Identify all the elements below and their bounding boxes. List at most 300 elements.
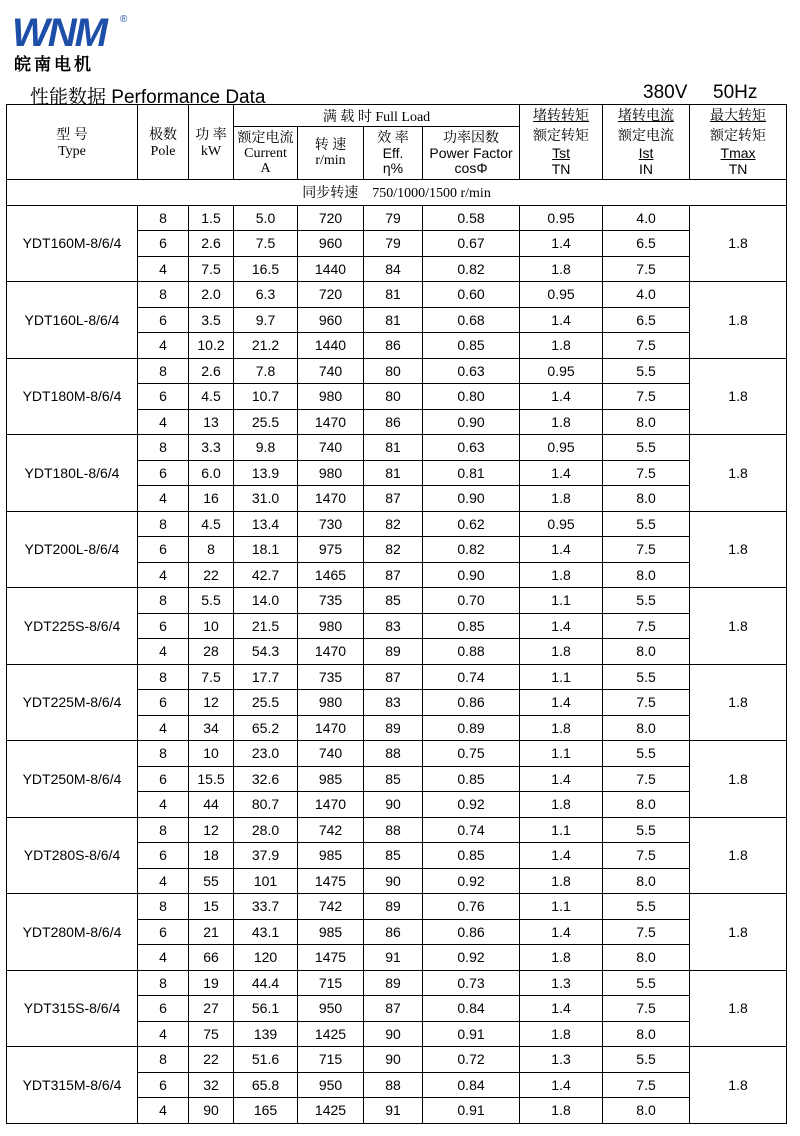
power-cell: 5.5 <box>189 588 234 614</box>
full-load-header: 满 载 时 Full Load <box>234 105 520 127</box>
speed-cell: 1440 <box>298 333 364 359</box>
model-type-cell: YDT250M-8/6/4 <box>7 741 138 818</box>
current-cell: 56.1 <box>234 996 298 1022</box>
current-cell: 16.5 <box>234 256 298 282</box>
power-cell: 75 <box>189 1021 234 1047</box>
power-cell: 10 <box>189 741 234 767</box>
model-type-cell: YDT280M-8/6/4 <box>7 894 138 971</box>
efficiency-cell: 80 <box>364 384 423 410</box>
speed-cell: 1470 <box>298 409 364 435</box>
table-row <box>7 741 787 767</box>
max-torque-cell: 1.8 <box>690 511 787 588</box>
power-cell: 15 <box>189 894 234 920</box>
locked-current-cell: 8.0 <box>603 715 690 741</box>
efficiency-cell: 89 <box>364 639 423 665</box>
speed-cell: 960 <box>298 307 364 333</box>
speed-cell: 980 <box>298 384 364 410</box>
locked-torque-cell: 1.8 <box>520 256 603 282</box>
locked-torque-cell: 1.4 <box>520 1072 603 1098</box>
locked-torque-cell: 1.4 <box>520 537 603 563</box>
locked-current-cell: 8.0 <box>603 486 690 512</box>
power-factor-cell: 0.90 <box>423 486 520 512</box>
locked-torque-cell: 1.8 <box>520 792 603 818</box>
speed-cell: 742 <box>298 894 364 920</box>
pole-cell: 6 <box>138 231 189 257</box>
power-cell: 28 <box>189 639 234 665</box>
locked-torque-cell: 1.1 <box>520 741 603 767</box>
speed-cell: 1475 <box>298 868 364 894</box>
power-factor-cell: 0.85 <box>423 613 520 639</box>
speed-cell: 720 <box>298 282 364 308</box>
locked-torque-cell: 1.1 <box>520 664 603 690</box>
power-factor-cell: 0.86 <box>423 690 520 716</box>
current-cell: 54.3 <box>234 639 298 665</box>
pole-cell: 4 <box>138 1021 189 1047</box>
pole-cell: 6 <box>138 1072 189 1098</box>
locked-current-cell: 5.5 <box>603 664 690 690</box>
pole-cell: 4 <box>138 639 189 665</box>
locked-current-cell: 5.5 <box>603 1047 690 1073</box>
speed-cell: 985 <box>298 919 364 945</box>
efficiency-cell: 83 <box>364 690 423 716</box>
power-factor-cell: 0.84 <box>423 996 520 1022</box>
speed-cell: 730 <box>298 511 364 537</box>
current-cell: 37.9 <box>234 843 298 869</box>
power-factor-cell: 0.90 <box>423 409 520 435</box>
pole-cell: 6 <box>138 919 189 945</box>
col-locked-torque: 堵转转矩 额定转矩 Tst TN <box>520 105 603 180</box>
power-factor-cell: 0.85 <box>423 843 520 869</box>
locked-torque-cell: 0.95 <box>520 358 603 384</box>
power-cell: 10 <box>189 613 234 639</box>
locked-current-cell: 5.5 <box>603 435 690 461</box>
efficiency-cell: 89 <box>364 715 423 741</box>
current-cell: 44.4 <box>234 970 298 996</box>
power-factor-cell: 0.92 <box>423 868 520 894</box>
power-factor-cell: 0.81 <box>423 460 520 486</box>
current-cell: 13.9 <box>234 460 298 486</box>
power-factor-cell: 0.60 <box>423 282 520 308</box>
pole-cell: 4 <box>138 486 189 512</box>
power-factor-cell: 0.74 <box>423 817 520 843</box>
locked-current-cell: 7.5 <box>603 256 690 282</box>
locked-torque-cell: 1.1 <box>520 588 603 614</box>
power-factor-cell: 0.72 <box>423 1047 520 1073</box>
current-cell: 65.8 <box>234 1072 298 1098</box>
col-locked-current: 堵转电流 额定电流 Ist IN <box>603 105 690 180</box>
power-cell: 3.3 <box>189 435 234 461</box>
locked-current-cell: 7.5 <box>603 690 690 716</box>
table-row <box>7 511 787 537</box>
locked-torque-cell: 1.8 <box>520 1098 603 1124</box>
power-factor-cell: 0.75 <box>423 741 520 767</box>
power-factor-cell: 0.73 <box>423 970 520 996</box>
efficiency-cell: 90 <box>364 792 423 818</box>
locked-torque-cell: 1.4 <box>520 384 603 410</box>
efficiency-cell: 83 <box>364 613 423 639</box>
speed-cell: 1440 <box>298 256 364 282</box>
max-torque-cell: 1.8 <box>690 588 787 665</box>
current-cell: 9.8 <box>234 435 298 461</box>
efficiency-cell: 84 <box>364 256 423 282</box>
power-factor-cell: 0.80 <box>423 384 520 410</box>
current-cell: 5.0 <box>234 205 298 231</box>
locked-current-cell: 7.5 <box>603 537 690 563</box>
current-cell: 31.0 <box>234 486 298 512</box>
power-cell: 1.5 <box>189 205 234 231</box>
efficiency-cell: 79 <box>364 205 423 231</box>
locked-current-cell: 7.5 <box>603 996 690 1022</box>
efficiency-cell: 85 <box>364 843 423 869</box>
table-row <box>7 1047 787 1073</box>
max-torque-cell: 1.8 <box>690 817 787 894</box>
locked-current-cell: 7.5 <box>603 613 690 639</box>
table-row <box>7 817 787 843</box>
model-type-cell: YDT160M-8/6/4 <box>7 205 138 282</box>
current-cell: 120 <box>234 945 298 971</box>
max-torque-cell: 1.8 <box>690 970 787 1047</box>
col-speed: 转 速 r/min <box>298 127 364 180</box>
col-max-torque: 最大转矩 额定转矩 Tmax TN <box>690 105 787 180</box>
power-cell: 22 <box>189 562 234 588</box>
current-cell: 10.7 <box>234 384 298 410</box>
locked-torque-cell: 1.8 <box>520 562 603 588</box>
locked-current-cell: 6.5 <box>603 231 690 257</box>
locked-torque-cell: 1.4 <box>520 231 603 257</box>
power-factor-cell: 0.91 <box>423 1098 520 1124</box>
speed-cell: 1425 <box>298 1098 364 1124</box>
col-pole: 极数 Pole <box>138 105 189 180</box>
power-cell: 27 <box>189 996 234 1022</box>
current-cell: 28.0 <box>234 817 298 843</box>
pole-cell: 6 <box>138 307 189 333</box>
efficiency-cell: 88 <box>364 741 423 767</box>
power-factor-cell: 0.63 <box>423 358 520 384</box>
power-factor-cell: 0.67 <box>423 231 520 257</box>
power-cell: 22 <box>189 1047 234 1073</box>
pole-cell: 4 <box>138 409 189 435</box>
current-cell: 14.0 <box>234 588 298 614</box>
efficiency-cell: 89 <box>364 894 423 920</box>
current-cell: 7.8 <box>234 358 298 384</box>
efficiency-cell: 91 <box>364 945 423 971</box>
table-row <box>7 205 787 231</box>
pole-cell: 6 <box>138 843 189 869</box>
col-type: 型 号 Type <box>7 105 138 180</box>
col-power: 功 率 kW <box>189 105 234 180</box>
efficiency-cell: 81 <box>364 282 423 308</box>
pole-cell: 6 <box>138 996 189 1022</box>
model-type-cell: YDT315S-8/6/4 <box>7 970 138 1047</box>
efficiency-cell: 81 <box>364 307 423 333</box>
locked-current-cell: 8.0 <box>603 792 690 818</box>
locked-current-cell: 8.0 <box>603 562 690 588</box>
locked-torque-cell: 1.4 <box>520 766 603 792</box>
power-cell: 2.6 <box>189 231 234 257</box>
pole-cell: 6 <box>138 384 189 410</box>
locked-current-cell: 8.0 <box>603 1098 690 1124</box>
power-cell: 16 <box>189 486 234 512</box>
locked-torque-cell: 1.1 <box>520 817 603 843</box>
locked-torque-cell: 1.1 <box>520 894 603 920</box>
speed-cell: 950 <box>298 996 364 1022</box>
speed-cell: 975 <box>298 537 364 563</box>
pole-cell: 6 <box>138 766 189 792</box>
speed-cell: 715 <box>298 970 364 996</box>
efficiency-cell: 86 <box>364 919 423 945</box>
power-cell: 12 <box>189 690 234 716</box>
power-cell: 32 <box>189 1072 234 1098</box>
current-cell: 65.2 <box>234 715 298 741</box>
speed-cell: 1475 <box>298 945 364 971</box>
table-row <box>7 358 787 384</box>
power-factor-cell: 0.63 <box>423 435 520 461</box>
efficiency-cell: 81 <box>364 460 423 486</box>
pole-cell: 4 <box>138 945 189 971</box>
power-cell: 2.6 <box>189 358 234 384</box>
table-row <box>7 970 787 996</box>
current-cell: 18.1 <box>234 537 298 563</box>
power-factor-cell: 0.92 <box>423 792 520 818</box>
speed-cell: 1470 <box>298 792 364 818</box>
max-torque-cell: 1.8 <box>690 664 787 741</box>
speed-cell: 980 <box>298 613 364 639</box>
efficiency-cell: 87 <box>364 486 423 512</box>
locked-current-cell: 5.5 <box>603 741 690 767</box>
power-cell: 8 <box>189 537 234 563</box>
power-factor-cell: 0.86 <box>423 919 520 945</box>
pole-cell: 8 <box>138 817 189 843</box>
max-torque-cell: 1.8 <box>690 435 787 512</box>
current-cell: 17.7 <box>234 664 298 690</box>
performance-table <box>6 104 787 1124</box>
power-cell: 10.2 <box>189 333 234 359</box>
current-cell: 13.4 <box>234 511 298 537</box>
speed-cell: 1425 <box>298 1021 364 1047</box>
max-torque-cell: 1.8 <box>690 741 787 818</box>
locked-current-cell: 5.5 <box>603 511 690 537</box>
efficiency-cell: 90 <box>364 1047 423 1073</box>
current-cell: 33.7 <box>234 894 298 920</box>
max-torque-cell: 1.8 <box>690 894 787 971</box>
speed-cell: 735 <box>298 664 364 690</box>
registered-mark: ® <box>120 14 128 25</box>
locked-torque-cell: 1.8 <box>520 945 603 971</box>
pole-cell: 4 <box>138 1098 189 1124</box>
pole-cell: 8 <box>138 282 189 308</box>
locked-current-cell: 7.5 <box>603 384 690 410</box>
power-cell: 4.5 <box>189 511 234 537</box>
efficiency-cell: 90 <box>364 1021 423 1047</box>
locked-torque-cell: 1.8 <box>520 868 603 894</box>
current-cell: 32.6 <box>234 766 298 792</box>
efficiency-cell: 85 <box>364 766 423 792</box>
power-factor-cell: 0.82 <box>423 537 520 563</box>
locked-torque-cell: 1.4 <box>520 843 603 869</box>
current-cell: 42.7 <box>234 562 298 588</box>
col-efficiency: 效 率 Eff. η% <box>364 127 423 180</box>
voltage-label: 380V <box>643 82 688 103</box>
speed-cell: 740 <box>298 358 364 384</box>
locked-current-cell: 5.5 <box>603 817 690 843</box>
locked-torque-cell: 1.8 <box>520 639 603 665</box>
speed-cell: 740 <box>298 741 364 767</box>
locked-torque-cell: 1.4 <box>520 996 603 1022</box>
speed-cell: 980 <box>298 460 364 486</box>
speed-cell: 985 <box>298 766 364 792</box>
efficiency-cell: 91 <box>364 1098 423 1124</box>
efficiency-cell: 85 <box>364 588 423 614</box>
model-type-cell: YDT225M-8/6/4 <box>7 664 138 741</box>
power-cell: 55 <box>189 868 234 894</box>
efficiency-cell: 87 <box>364 664 423 690</box>
model-type-cell: YDT200L-8/6/4 <box>7 511 138 588</box>
locked-current-cell: 8.0 <box>603 1021 690 1047</box>
efficiency-cell: 86 <box>364 333 423 359</box>
table-row <box>7 894 787 920</box>
current-cell: 9.7 <box>234 307 298 333</box>
pole-cell: 4 <box>138 868 189 894</box>
locked-current-cell: 7.5 <box>603 919 690 945</box>
power-factor-cell: 0.82 <box>423 256 520 282</box>
speed-cell: 1470 <box>298 486 364 512</box>
current-cell: 25.5 <box>234 409 298 435</box>
locked-current-cell: 8.0 <box>603 868 690 894</box>
current-cell: 23.0 <box>234 741 298 767</box>
pole-cell: 4 <box>138 256 189 282</box>
locked-current-cell: 8.0 <box>603 945 690 971</box>
current-cell: 165 <box>234 1098 298 1124</box>
efficiency-cell: 80 <box>364 358 423 384</box>
current-cell: 51.6 <box>234 1047 298 1073</box>
speed-cell: 1470 <box>298 715 364 741</box>
pole-cell: 8 <box>138 894 189 920</box>
speed-cell: 715 <box>298 1047 364 1073</box>
locked-current-cell: 5.5 <box>603 588 690 614</box>
locked-torque-cell: 0.95 <box>520 435 603 461</box>
pole-cell: 8 <box>138 741 189 767</box>
pole-cell: 8 <box>138 435 189 461</box>
locked-current-cell: 8.0 <box>603 409 690 435</box>
efficiency-cell: 82 <box>364 511 423 537</box>
speed-cell: 742 <box>298 817 364 843</box>
power-cell: 2.0 <box>189 282 234 308</box>
table-row <box>7 435 787 461</box>
col-current: 额定电流 Current A <box>234 127 298 180</box>
max-torque-cell: 1.8 <box>690 205 787 282</box>
locked-torque-cell: 1.8 <box>520 409 603 435</box>
pole-cell: 8 <box>138 1047 189 1073</box>
locked-current-cell: 7.5 <box>603 766 690 792</box>
col-power-factor: 功率因数 Power Factor cosΦ <box>423 127 520 180</box>
power-cell: 18 <box>189 843 234 869</box>
efficiency-cell: 88 <box>364 1072 423 1098</box>
speed-cell: 720 <box>298 205 364 231</box>
locked-current-cell: 4.0 <box>603 282 690 308</box>
pole-cell: 4 <box>138 715 189 741</box>
speed-cell: 960 <box>298 231 364 257</box>
power-cell: 90 <box>189 1098 234 1124</box>
power-factor-cell: 0.62 <box>423 511 520 537</box>
locked-torque-cell: 1.8 <box>520 333 603 359</box>
power-cell: 34 <box>189 715 234 741</box>
power-factor-cell: 0.84 <box>423 1072 520 1098</box>
page-title: 性能数据 Performance Data <box>30 87 266 108</box>
efficiency-cell: 89 <box>364 970 423 996</box>
model-type-cell: YDT180L-8/6/4 <box>7 435 138 512</box>
pole-cell: 6 <box>138 537 189 563</box>
efficiency-cell: 82 <box>364 537 423 563</box>
power-cell: 4.5 <box>189 384 234 410</box>
efficiency-cell: 79 <box>364 231 423 257</box>
table-row <box>7 282 787 308</box>
power-factor-cell: 0.89 <box>423 715 520 741</box>
locked-current-cell: 5.5 <box>603 358 690 384</box>
power-cell: 7.5 <box>189 256 234 282</box>
locked-torque-cell: 1.3 <box>520 970 603 996</box>
speed-cell: 1465 <box>298 562 364 588</box>
power-factor-cell: 0.88 <box>423 639 520 665</box>
pole-cell: 4 <box>138 792 189 818</box>
model-type-cell: YDT280S-8/6/4 <box>7 817 138 894</box>
locked-torque-cell: 1.8 <box>520 1021 603 1047</box>
pole-cell: 8 <box>138 664 189 690</box>
locked-torque-cell: 1.8 <box>520 486 603 512</box>
power-factor-cell: 0.92 <box>423 945 520 971</box>
efficiency-cell: 87 <box>364 562 423 588</box>
max-torque-cell: 1.8 <box>690 358 787 435</box>
efficiency-cell: 90 <box>364 868 423 894</box>
pole-cell: 4 <box>138 562 189 588</box>
frequency-label: 50Hz <box>713 82 758 103</box>
power-factor-cell: 0.74 <box>423 664 520 690</box>
current-cell: 43.1 <box>234 919 298 945</box>
power-factor-cell: 0.68 <box>423 307 520 333</box>
locked-current-cell: 5.5 <box>603 894 690 920</box>
table-row <box>7 664 787 690</box>
max-torque-cell: 1.8 <box>690 1047 787 1124</box>
table-row <box>7 588 787 614</box>
pole-cell: 8 <box>138 358 189 384</box>
current-cell: 25.5 <box>234 690 298 716</box>
speed-cell: 735 <box>298 588 364 614</box>
model-type-cell: YDT160L-8/6/4 <box>7 282 138 359</box>
current-cell: 101 <box>234 868 298 894</box>
power-factor-cell: 0.85 <box>423 333 520 359</box>
model-type-cell: YDT180M-8/6/4 <box>7 358 138 435</box>
locked-torque-cell: 0.95 <box>520 282 603 308</box>
locked-torque-cell: 1.4 <box>520 307 603 333</box>
sync-speed-row: 同步转速 750/1000/1500 r/min <box>7 180 787 206</box>
locked-current-cell: 7.5 <box>603 843 690 869</box>
logo-wordmark: WNM <box>12 11 106 55</box>
pole-cell: 6 <box>138 613 189 639</box>
power-factor-cell: 0.85 <box>423 766 520 792</box>
locked-current-cell: 5.5 <box>603 970 690 996</box>
locked-current-cell: 7.5 <box>603 333 690 359</box>
efficiency-cell: 88 <box>364 817 423 843</box>
pole-cell: 8 <box>138 205 189 231</box>
current-cell: 80.7 <box>234 792 298 818</box>
locked-torque-cell: 1.3 <box>520 1047 603 1073</box>
power-cell: 21 <box>189 919 234 945</box>
speed-cell: 1470 <box>298 639 364 665</box>
pole-cell: 8 <box>138 511 189 537</box>
locked-current-cell: 4.0 <box>603 205 690 231</box>
power-factor-cell: 0.90 <box>423 562 520 588</box>
speed-cell: 950 <box>298 1072 364 1098</box>
power-factor-cell: 0.91 <box>423 1021 520 1047</box>
